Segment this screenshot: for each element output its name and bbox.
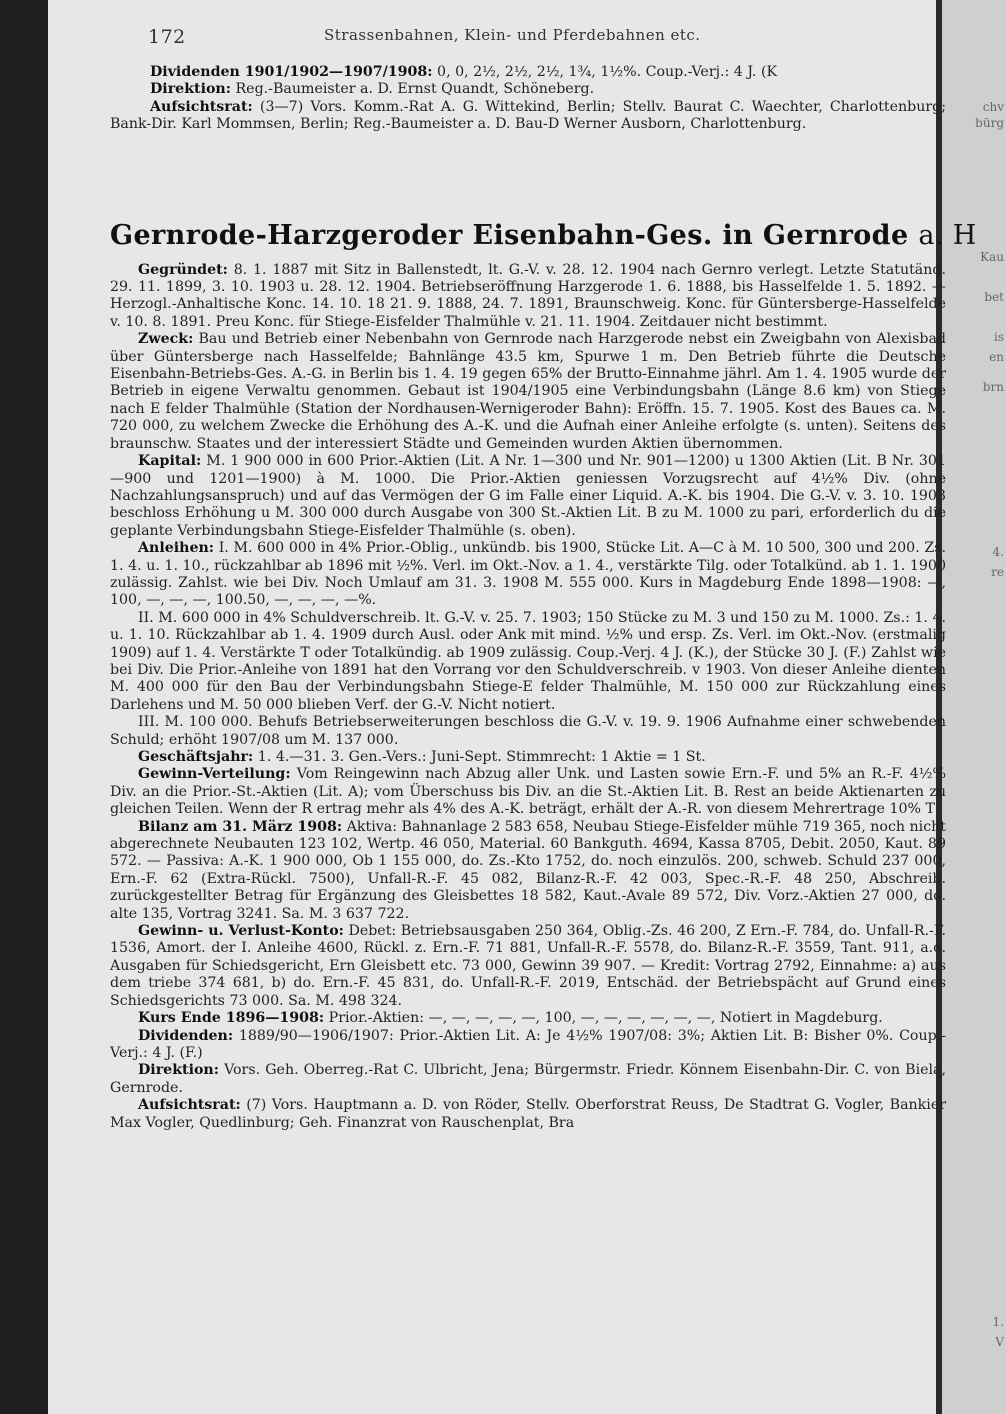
section-text: Debet: Betriebsausgaben 250 364, Oblig.-Zs. 46 200, Z Ern.-F. 784, do. Unfall-R.-F. 1536, Amort. der I. Anleihe 4600, Rückl. z. Ern.-F. 71 881, Unfall-R.-F. 5578, do. Bilanz-R.-F. 3559, Tant. 911, a.o. Ausgaben für Schiedsgericht, Ern Gleisbett etc. 73 000, Gewinn 39 907. — Kredit: Vortrag 2792, Einnahme: a) aus dem triebe 374 681, b) do. Ern.-F. 45 831, do. Unfall-R.-F. 2019, Entschäd. der Betriebspächt auf Grund eines Schiedsgerichts 73 000. Sa. M. 498 324. xyxy=(110,923,946,1009)
section-bilanz xyxy=(110,819,946,923)
adjacent-page-margin xyxy=(936,0,1006,1414)
margin-fragment: chv xyxy=(982,100,1004,114)
section-text: Aktiva: Bahnanlage 2 583 658, Neubau Stiege-Eisfelder mühle 719 365, noch nicht abgerechnete Neubauten 123 102, Wertp. 46 050, Material. 60 Bankguth. 4694, Kassa 8705, Debit. 2050, Kaut. 89 572. — Passiva: A.-K. 1 900 000, Ob 1 155 000, do. Zs.-Kto 1752, do. noch einzulös. 200, schweb. Schuld 237 000, Ern.-F. 62 (Extra-Rückl. 7500), Unfall-R.-F. 45 082, Bilanz-R.-F. 42 003, Spec.-R.-F. 48 250, Abschreib. zurückgestellter Betrag für Ergänzung des Gleisbettes 18 582, Kaut.-Avale 89 572, Div. Vorz.-Aktien 27 000, do. alte 135, Vortrag 3241. Sa. M. 3 637 722. xyxy=(110,818,946,922)
section-gegruendet xyxy=(110,262,946,332)
section-label: Gewinn-Verteilung: xyxy=(138,766,291,783)
section-label: Zweck: xyxy=(138,331,194,348)
section-anleihen-2 xyxy=(110,610,946,714)
section-direktion xyxy=(110,1062,946,1097)
section-text: 8. 1. 1887 mit Sitz in Ballenstedt, lt. G.-V. v. 28. 12. 1904 nach Gernro verlegt. Letzte Statutänd. 29. 11. 1899, 3. 10. 1903 u. 28. 12. 1904. Betriebseröffnung Harzgerode 1. 6. 1888, bis Hasselfelde 1. 5. 1892. — Herzogl.-Anhaltische Konc. 14. 10. 18 21. 9. 1888, 24. 7. 1891, Braunschweig. Konc. für Güntersberge-Hasselfelde v. 10. 8. 1891. Preu Konc. für Stiege-Eisfelder Thalmühle v. 21. 11. 1904. Zeitdauer nicht bestimmt. xyxy=(110,261,946,330)
margin-fragment: bet xyxy=(984,290,1004,304)
prev-direktion xyxy=(110,81,946,98)
margin-fragment: 1. xyxy=(992,1315,1004,1329)
section-anleihen-3 xyxy=(110,714,946,749)
section-label: Direktion: xyxy=(138,1062,219,1079)
section-label: Dividenden: xyxy=(138,1027,234,1044)
section-text: Vom Reingewinn nach Abzug aller Unk. und Lasten sowie Ern.-F. und 5% an R.-F. 4½% Div. an die Prior.-St.-Aktien (Lit. A); vom Überschuss bis Div. an die St.-Aktien Lit. B. Rest an beide Aktienarten zu gleichen Teilen. Wenn der R ertrag mehr als 4% des A.-K. beträgt, erhält der A.-R. von diesem Mehrertrage 10% T xyxy=(110,766,946,818)
section-geschaeftsjahr xyxy=(110,749,946,766)
section-text: Prior.-Aktien: —, —, —, —, —, 100, —, —, —, —, —, —, Notiert in Magdeburg. xyxy=(328,1010,883,1027)
section-label: Geschäftsjahr: xyxy=(138,749,254,765)
section-text: M. 1 900 000 in 600 Prior.-Aktien (Lit. A Nr. 1—300 und Nr. 901—1200) u 1300 Aktien (Lit. B Nr. 301—900 und 1201—1900) à M. 1000. Die Prior.-Aktien geniessen Vorzugsrecht auf 4½% Div. (ohne Nachzahlungsanspruch) und auf das Vermögen der G im Falle einer Liquid. A.-K. bis 1904. Die G.-V. v. 3. 10. 1903 beschloss Erhöhung u M. 300 000 durch Ausgabe von 300 St.-Aktien Lit. B zu M. 1000 zu pari, erforderlich du die geplante Verbindungsbahn Stiege-Eisfelder Thalmühle (s. oben). xyxy=(110,453,946,539)
section-text: Vors. Geh. Oberreg.-Rat C. Ulbricht, Jena; Bürgermstr. Friedr. Könnem Eisenbahn-Dir. C. von Biela, Gernrode. xyxy=(110,1062,947,1096)
margin-fragment: is xyxy=(994,330,1004,344)
prev-direktion-label: Direktion: xyxy=(150,81,231,98)
section-label: Kurs Ende 1896—1908: xyxy=(138,1010,325,1027)
margin-fragment: 4. xyxy=(992,545,1004,559)
page-number: 172 xyxy=(148,26,186,48)
margin-fragment: brn xyxy=(982,380,1004,394)
prev-dividends-text: 0, 0, 2½, 2½, 2½, 1¾, 1½%. Coup.-Verj.: 4 J. (K xyxy=(437,64,778,80)
section-label: Kapital: xyxy=(138,453,202,470)
section-text: I. M. 600 000 in 4% Prior.-Oblig., unkündb. bis 1900, Stücke Lit. A—C à M. 10 500, 300 und 200. Zs. 1. 4. u. 1. 10., rückzahlbar ab 1896 mit ½%. Verl. im Okt.-Nov. a 1. 4., verstärkte Tilg. oder Totalkünd. ab 1. 1. 1900 zulässig. Zahlst. wie bei Div. Noch Umlauf am 31. 3. 1908 M. 555 000. Kurs in Magdeburg Ende 1898—1908: —, 100, —, —, —, 100.50, —, —, —, —%. xyxy=(110,540,946,609)
section-gewinn-verteilung xyxy=(110,766,946,818)
section-text: II. M. 600 000 in 4% Schuldverschreib. lt. G.-V. v. 25. 7. 1903; 150 Stücke zu M. 3 und 150 zu M. 1000. Zs.: 1. 4. u. 1. 10. Rückzahlbar ab 1. 4. 1909 durch Ausl. oder Ank mit mind. ½% und ersp. Zs. Verl. im Okt.-Nov. (erstmalig 1909) auf 1. 4. Verstärkte T oder Totalkündig. ab 1909 zulässig. Coup.-Verj. 4 J. (K.), der Stücke 30 J. (F.) Zahlst wie bei Div. Die Prior.-Anleihe von 1891 hat den Vorrang vor den Schuldverschreib. v 1903. Von dieser Anleihe dienten M. 400 000 für den Bau der Verbindungsbahn Stiege-E felder Thalmühle, M. 150 000 zur Rückzahlung eines Darlehens und M. 50 000 blieben Verf. der G.-V. Nicht notiert. xyxy=(110,609,946,713)
company-location-suffix: a. H xyxy=(918,219,977,251)
margin-fragment: bürg xyxy=(975,116,1004,130)
margin-fragment: en xyxy=(989,350,1004,364)
prev-dividends xyxy=(110,64,946,81)
section-text: III. M. 100 000. Behufs Betriebserweiterungen beschloss die G.-V. v. 19. 9. 1906 Aufnahme einer schwebenden Schuld; erhöht 1907/08 um M. 137 000. xyxy=(110,714,946,748)
section-label: Gegründet: xyxy=(138,261,228,278)
section-dividenden xyxy=(110,1028,946,1063)
section-aufsichtsrat xyxy=(110,1097,946,1132)
running-title: Strassenbahnen, Klein- und Pferdebahnen etc. xyxy=(324,26,701,44)
prev-aufsichtsrat-text: (3—7) Vors. Komm.-Rat A. G. Wittekind, Berlin; Stellv. Baurat C. Waechter, Charlottenburg; Bank-Dir. Karl Mommsen, Berlin; Reg.-Baumeister a. D. Bau-D Werner Ausborn, Charlottenburg. xyxy=(110,98,946,133)
prev-aufsichtsrat-label: Aufsichtsrat: xyxy=(150,98,253,115)
section-kapital xyxy=(110,453,946,540)
section-text: 1889/90—1906/1907: Prior.-Aktien Lit. A: Je 4½% 1907/08: 3%; Aktien Lit. B: Bisher 0%. Coup.-Verj.: 4 J. (F.) xyxy=(110,1027,946,1061)
section-kurs xyxy=(110,1010,946,1027)
section-anleihen-1 xyxy=(110,540,946,610)
section-label: Gewinn- u. Verlust-Konto: xyxy=(138,923,344,940)
book-page xyxy=(48,0,977,1414)
section-text: (7) Vors. Hauptmann a. D. von Röder, Stellv. Oberforstrat Reuss, De Stadtrat G. Vogler, Bankier Max Vogler, Quedlinburg; Geh. Finanzrat von Rauschenplat, Bra xyxy=(110,1097,946,1131)
section-label: Bilanz am 31. März 1908: xyxy=(138,818,343,835)
margin-fragment: Kau xyxy=(980,250,1004,264)
margin-fragment: re xyxy=(991,565,1004,579)
page-content xyxy=(110,64,977,1132)
section-text: Bau und Betrieb einer Nebenbahn von Gernrode nach Harzgerode nebst ein Zweigbahn von Alexisbad über Güntersberge nach Hasselfelde; Bahnlänge 43.5 km, Spurwe 1 m. Den Betrieb führte die Deutsche Eisenbahn-Betriebs-Ges. A.-G. in Berlin bis 1. 4. 19 gegen 65% der Brutto-Einnahme jährl. Am 1. 4. 1905 wurde der Betrieb in eigene Verwaltu genommen. Gebaut ist 1904/1905 eine Verbindungsbahn (Länge 8.6 km) von Stiege nach E felder Thalmühle (Station der Nordhausen-Wernigeroder Bahn): Eröffn. 15. 7. 1905. Kost des Baues ca. M. 720 000, zu welchem Zwecke die Erhöhung des A.-K. und die Aufnah einer Anleihe erfolgte (s. unten). Seitens des braunschw. Staates und der interessiert Städte und Gemeinden wurden Aktien übernommen. xyxy=(110,331,947,452)
margin-fragment: V xyxy=(995,1335,1004,1349)
section-zweck xyxy=(110,331,946,453)
company-heading xyxy=(110,219,977,252)
section-text: 1. 4.—31. 3. Gen.-Vers.: Juni-Sept. Stimmrecht: 1 Aktie = 1 St. xyxy=(257,749,706,765)
prev-dividends-label: Dividenden 1901/1902—1907/1908: xyxy=(150,64,433,80)
company-name: Gernrode-Harzgeroder Eisenbahn-Ges. in Gernrode xyxy=(110,219,909,251)
section-gewinn-verlust xyxy=(110,923,946,1010)
prev-aufsichtsrat xyxy=(110,99,946,134)
section-label: Aufsichtsrat: xyxy=(138,1097,241,1114)
section-label: Anleihen: xyxy=(138,540,215,557)
prev-direktion-text: Reg.-Baumeister a. D. Ernst Quandt, Schöneberg. xyxy=(235,81,595,98)
